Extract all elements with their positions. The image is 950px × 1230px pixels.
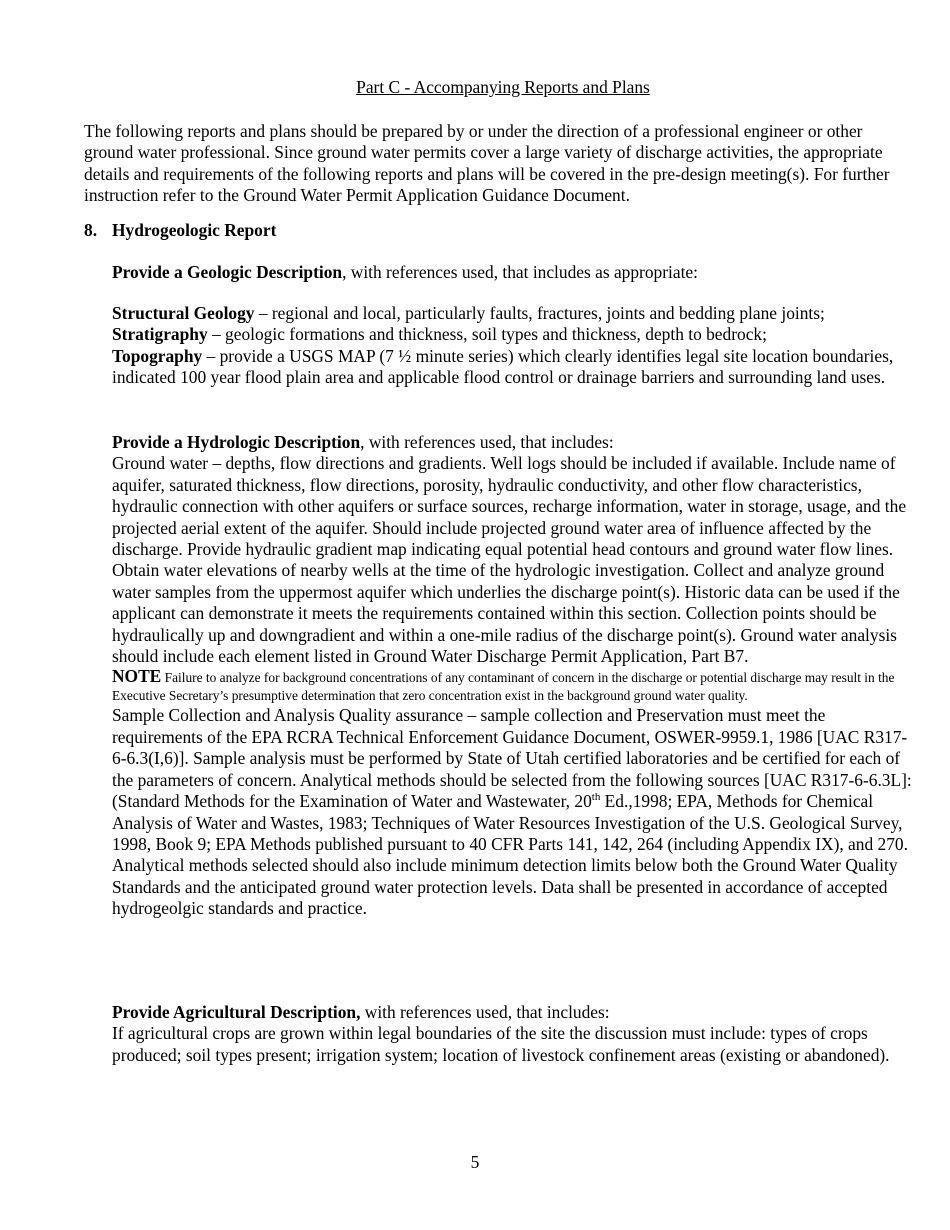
page-number: 5 (470, 1152, 480, 1172)
hydrologic-lead-rest: , with references used, that includes: (360, 432, 614, 452)
geologic-item-topography (112, 346, 912, 389)
note-text: Failure to analyze for background concentrations of any contaminant of concern in the discharge or potential discharge may result in the Executive Secretary’s presumptive determination that zero concentration exist in the background ground water quality. (112, 670, 895, 704)
edition-superscript: th (591, 791, 601, 804)
geologic-item-structural (112, 303, 912, 324)
geologic-term: Topography (112, 345, 203, 366)
agricultural-paragraph: If agricultural crops are grown within legal boundaries of the site the discussion must include: types of crops produced; soil types present; irrigation system; location of livestock confinement areas (existing or abandoned). (112, 1023, 890, 1065)
note-paragraph (112, 667, 912, 705)
geologic-lead-rest: , with references used, that includes as appropriate: (342, 262, 698, 282)
geologic-text: – provide a USGS MAP (7 ½ minute series) which clearly identifies legal site location boundaries, indicated 100 year flood plain area and applicable flood control or drainage barriers and surrounding land uses. (112, 345, 894, 388)
hydrologic-lead-bold: Provide a Hydrologic Description (112, 432, 361, 452)
sample-collection-paragraph (112, 705, 912, 919)
intro-paragraph: The following reports and plans should be prepared by or under the direction of a professional engineer or other ground water professional. Since ground water permits cover a large variety of discharge activities, the appropriate details and requirements of the following reports and plans will be covered in the pre-design meeting(s). For further instruction refer to the Ground Water Permit Application Guidance Document. (84, 121, 890, 206)
geologic-lead (112, 262, 912, 283)
geologic-items (112, 303, 912, 389)
geologic-text: – geologic formations and thickness, soil types and thickness, depth to bedrock; (207, 324, 767, 345)
agricultural-lead-rest: with references used, that includes: (360, 1002, 610, 1022)
agricultural-section (112, 1002, 912, 1066)
note-label: NOTE (112, 666, 162, 687)
geologic-lead-bold: Provide a Geologic Description (112, 262, 343, 282)
sample-text-part2: Ed.,1998; EPA, Methods for Chemical Analysis of Water and Wastes, 1983; Techniques of Water Resources Investigation of the U.S. Geological Survey, 1998, Book 9; EPA Methods published pursuant to 40 CFR Parts 141, 142, 264 (including Appendix IX), and 270. Analytical methods selected should also include minimum detection limits below both the Ground Water Quality Standards and the anticipated ground water protection levels. Data shall be presented in accordance of accepted hydrogeolgic standards and practice. (112, 791, 908, 919)
agricultural-lead-bold: Provide Agricultural Description, (112, 1002, 361, 1022)
section-heading (84, 220, 276, 241)
hydrologic-lead (112, 432, 912, 453)
section-number: 8. (84, 220, 98, 240)
section-title: Hydrogeologic Report (112, 220, 277, 240)
geologic-term: Structural Geology (112, 303, 255, 323)
hydrologic-section (112, 432, 912, 920)
ground-water-paragraph: Ground water – depths, flow directions and gradients. Well logs should be included if available. Include name of aquifer, saturated thickness, flow directions, porosity, hydraulic conductivity, and other flow characteristics, hydraulic connection with other aquifers or surface sources, recharge information, water in storage, usage, and the projected aerial extent of the aquifer. Should include projected ground water area of influence affected by the discharge. Provide hydraulic gradient map indicating equal potential head contours and ground water flow lines. Obtain water elevations of nearby wells at the time of the hydrologic investigation. Collect and analyze ground water samples from the uppermost aquifer which underlies the discharge point(s). Historic data can be used if the applicant can demonstrate it meets the requirements contained within this section. Collection points should be hydraulically up and downgradient and within a one-mile radius of the discharge point(s). Ground water analysis should include each element listed in Ground Water Discharge Permit Application, Part B7. (112, 453, 907, 667)
agricultural-lead (112, 1002, 912, 1023)
sample-text-part1: Sample Collection and Analysis Quality assurance – sample collection and Preservation must meet the requirements of the EPA RCRA Technical Enforcement Guidance Document, OSWER-9959.1, 1986 [UAC R317-6-6.3(I,6)]. Sample analysis must be performed by State of Utah certified laboratories and be certified for each of the parameters of concern. Analytical methods should be selected from the following sources [UAC R317-6-6.3L]: (Standard Methods for the Examination of Water and Wastewater, 20 (112, 705, 912, 812)
page-title: Part C - Accompanying Reports and Plans (356, 77, 650, 97)
geologic-item-stratigraphy (112, 324, 912, 345)
geologic-term: Stratigraphy (112, 324, 208, 345)
geologic-text: – regional and local, particularly faults, fractures, joints and bedding plane joints; (254, 303, 825, 323)
